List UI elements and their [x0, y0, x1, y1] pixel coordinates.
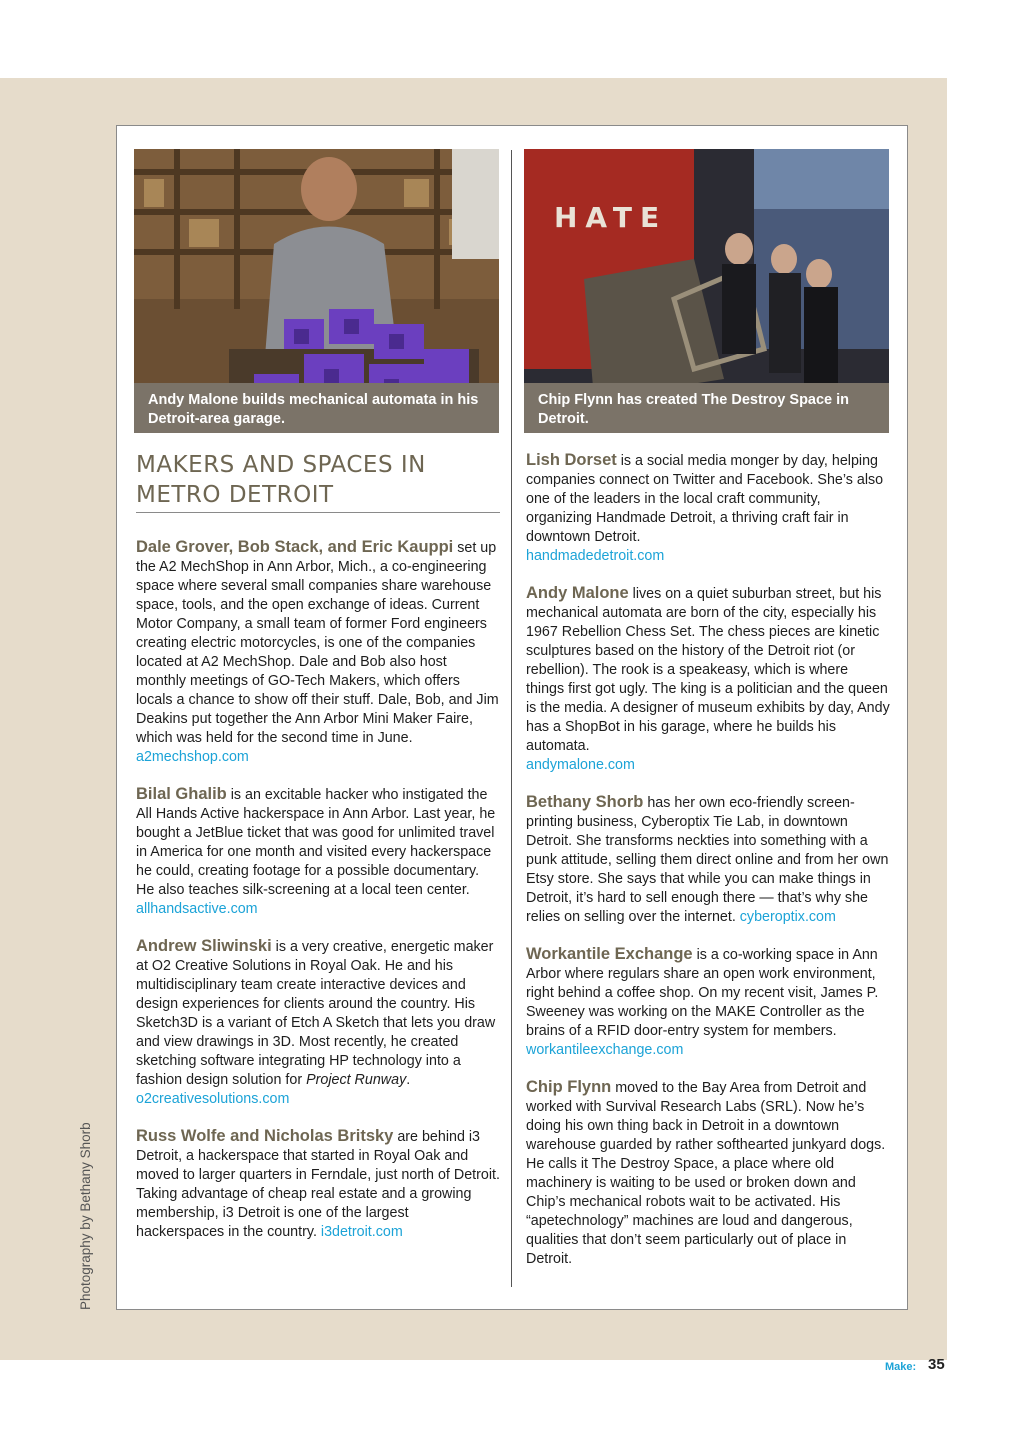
allhandsactive-link[interactable]: allhandsactive.com [136, 901, 258, 917]
a2mechshop-link[interactable]: a2mechshop.com [136, 749, 249, 765]
i3detroit-link[interactable]: i3detroit.com [320, 1224, 403, 1240]
entry-text: moved to the Bay Area from Detroit and worked with Survival Research Labs (SRL). Now he’s doing his own thing back in Detroit in a downtown warehouse guarded by rather softhearted junkyard dogs. He calls it The Destroy Space, a place where old machinery is waiting to be used or broken down and Chip’s mechanical robots wait to be activated. His “apetechnology” machines are loud and dangerous, qualities that don’t seem particularly out of place in Detroit. [526, 1080, 886, 1267]
entry-name: Dale Grover, Bob Stack, and Eric Kauppi [136, 538, 454, 556]
andymalone-link[interactable]: andymalone.com [526, 757, 635, 773]
left-column [136, 538, 500, 1260]
o2creativesolutions-link[interactable]: o2creativesolutions.com [136, 1091, 290, 1107]
entry-bethany-shorb [526, 793, 890, 927]
entry-text: has her own eco-friendly screen-printing business, Cyberoptix Tie Lab, in downtown Detroit. She transforms neckties into something with a punk attitude, selling them direct online and from her own Etsy store. She says that while you can make things in Detroit, it’s hard to sell enough there — that’s why she relies on selling over the internet. [526, 795, 889, 925]
entry-text: set up the A2 MechShop in Ann Arbor, Mich., a co-engineering space where several small companies share warehouse space, tools, and the open exchange of ideas. Current Motor Company, a small team of former Ford engineers creating electric motorcycles, is one of the companies located at A2 MechShop. Dale and Bob also host monthly meetings of GO-Tech Makers, which offers locals a chance to show off their stuff. Dale, Bob, and Jim Deakins put together the Ann Arbor Mini Maker Faire, which was held for the second time in June. [136, 540, 499, 746]
entry-name: Chip Flynn [526, 1078, 612, 1096]
entry-name: Bilal Ghalib [136, 785, 227, 803]
handmadedetroit-link[interactable]: handmadedetroit.com [526, 548, 665, 564]
entry-name: Lish Dorset [526, 451, 617, 469]
entry-text: is a very creative, energetic maker at O2 Creative Solutions in Royal Oak. He and his multidisciplinary team create interactive devices and design experiences for clients around the country. His Sketch3D is a variant of Etch A Sketch that lets you draw and view drawings in 3D. Most recently, he created sketching software integrating HP technology into a fashion design solution for [136, 939, 496, 1088]
entry-andy-malone [526, 584, 890, 775]
entry-andrew-sliwinski [136, 937, 500, 1109]
cyberoptix-link[interactable]: cyberoptix.com [739, 909, 836, 925]
entry-workantile-exchange [526, 945, 890, 1060]
entry-a2mechshop [136, 538, 500, 767]
photo-credit: Photography by Bethany Shorb [78, 1122, 93, 1310]
entry-name: Workantile Exchange [526, 945, 693, 963]
entry-bilal-ghalib [136, 785, 500, 919]
entry-text: is an excitable hacker who instigated the All Hands Active hackerspace in Ann Arbor. Last year, he bought a JetBlue ticket that was good for unlimited travel in America for one month and visited every hackerspace he could, creating footage for a possible documentary. He also teaches silk-screening at a local teen center. [136, 787, 496, 898]
entry-name: Andrew Sliwinski [136, 937, 272, 955]
column-divider [511, 150, 512, 1287]
entry-name: Bethany Shorb [526, 793, 644, 811]
entry-text: is a co-working space in Ann Arbor where regulars share an open work environment, right behind a coffee shop. On my recent visit, James P. Sweeney was working on the MAKE Controller as the brains of a RFID door-entry system for members. [526, 947, 879, 1039]
entry-name: Russ Wolfe and Nicholas Britsky [136, 1127, 394, 1145]
entry-text-after: . [406, 1072, 411, 1088]
make-logo: Make: [885, 1361, 917, 1373]
workantileexchange-link[interactable]: workantileexchange.com [526, 1042, 684, 1058]
right-column [526, 451, 890, 1287]
hate-sign: HATE [554, 201, 668, 234]
page-number: 35 [928, 1356, 945, 1373]
entry-russ-wolfe [136, 1127, 500, 1242]
entry-text: are behind i3 Detroit, a hackerspace that started in Royal Oak and moved to larger quarters in Ferndale, just north of Detroit. Taking advantage of cheap real estate and a growing membership, i3 Detroit is one of the largest hackerspaces in the country. [136, 1129, 500, 1240]
headline-rule [136, 512, 500, 513]
entry-chip-flynn [526, 1078, 890, 1269]
photo-caption-right: Chip Flynn has created The Destroy Space in Detroit. [524, 383, 889, 433]
entry-name: Andy Malone [526, 584, 629, 602]
photo-caption-left: Andy Malone builds mechanical automata in his Detroit-area garage. [134, 383, 499, 433]
entry-text: is a social media monger by day, helping companies connect on Twitter and Facebook. She’s also one of the leaders in the local craft community, organizing Handmade Detroit, a thriving craft fair in downtown Detroit. [526, 453, 884, 545]
entry-lish-dorset [526, 451, 890, 566]
entry-italic: Project Runway [306, 1072, 407, 1088]
entry-text: lives on a quiet suburban street, but his mechanical automata are born of the city, especially his 1967 Rebellion Chess Set. The chess pieces are kinetic sculptures based on the history of the Detroit riot (or rebellion). The rook is a speakeasy, which is where things first got ugly. The king is a politician and the queen is the media. A designer of museum exhibits by day, Andy has a ShopBot in his garage, where he builds his automata. [526, 586, 890, 754]
article-headline: MAKERS AND SPACES IN METRO DETROIT [136, 452, 426, 508]
